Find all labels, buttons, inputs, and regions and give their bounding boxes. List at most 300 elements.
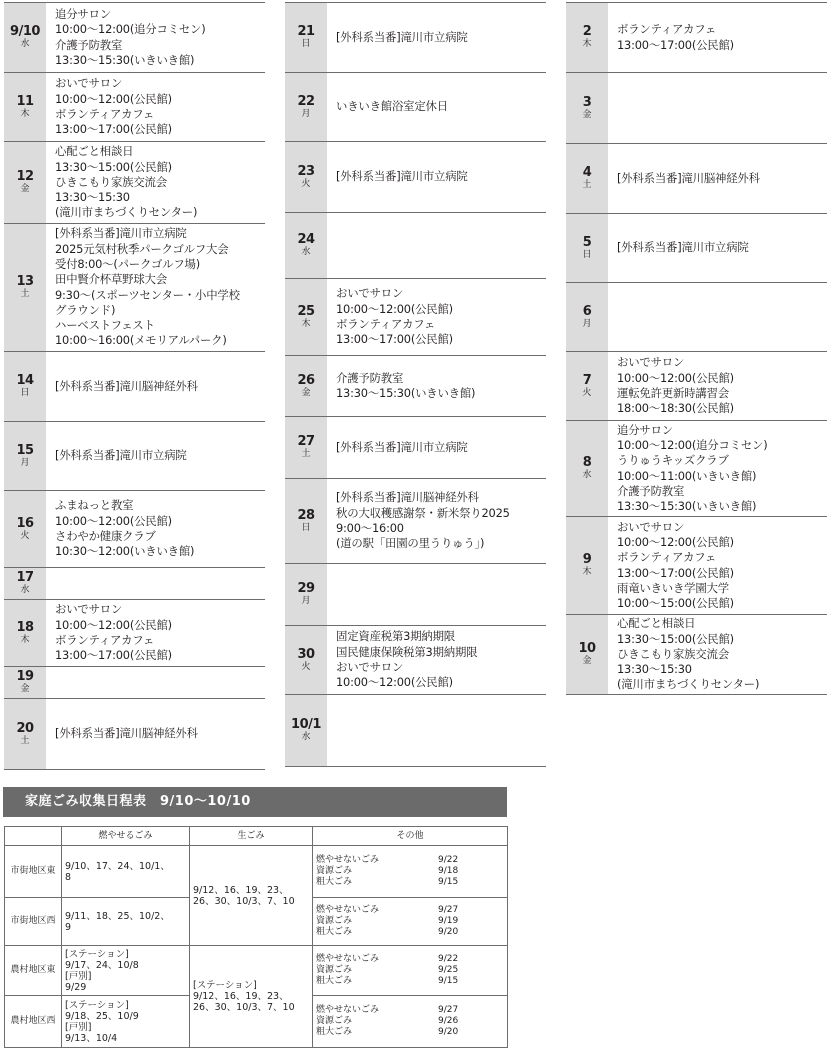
other-garbage-item: [316, 905, 504, 916]
calendar-day-row: [4, 600, 265, 667]
date-cell: [4, 699, 46, 769]
event-list: [46, 667, 265, 698]
other-garbage-item: [316, 976, 504, 987]
calendar-day-row: [4, 142, 265, 224]
garbage-type: 燃やせないごみ: [316, 855, 380, 865]
event-list: [46, 352, 265, 421]
event-line: 10:00～12:00(公民館): [617, 370, 734, 385]
event-line: 13:00～17:00(公民館): [617, 37, 734, 52]
garbage-header-row: [5, 827, 508, 846]
event-line: おいでサロン: [55, 602, 123, 617]
event-line: (滝川市まちづくりセンター): [55, 205, 198, 220]
date-number: 7: [582, 372, 592, 388]
collection-date: 9/22: [438, 954, 459, 964]
event-list: [46, 600, 265, 666]
event-line: おいでサロン: [617, 519, 685, 534]
event-line: [外科系当番]滝川市立病院: [336, 29, 468, 44]
event-line: おいでサロン: [336, 286, 404, 301]
date-cell: [4, 667, 46, 698]
date-cell: [285, 356, 327, 416]
event-line: 10:00～12:00(公民館): [336, 301, 453, 316]
event-list: [327, 213, 546, 278]
collection-date: 9/20: [438, 1027, 459, 1037]
calendar-day-row: [566, 214, 827, 283]
event-line: うりゅうキッズクラブ: [617, 453, 729, 468]
weekday: 土: [582, 180, 592, 190]
event-line: 受付8:00～(パークゴルフ場): [55, 256, 200, 271]
weekday: 木: [20, 108, 30, 119]
header-food-waste: 生ごみ: [190, 827, 313, 846]
event-line: 10:00～12:00(公民館): [617, 534, 734, 549]
other-garbage: [313, 846, 508, 898]
event-line: ハーベストフェスト: [55, 318, 155, 333]
other-garbage-item: [316, 965, 504, 976]
weekday: 水: [20, 39, 30, 49]
burnable-line: [戸別]: [65, 970, 92, 982]
event-line: 13:30～15:30(いきいき館): [336, 386, 476, 400]
event-list: [46, 3, 265, 72]
event-line: ボランティアカフェ: [617, 550, 717, 565]
date-number: 29: [297, 581, 315, 596]
date-number: 22: [297, 93, 315, 109]
event-line: 2025元気村秋季パークゴルフ大会: [55, 241, 229, 256]
event-line: ボランティアカフェ: [336, 317, 436, 331]
date-cell: [566, 517, 608, 614]
event-line: ボランティアカフェ: [617, 22, 717, 37]
calendar-day-row: [566, 517, 827, 615]
food-waste-dates: [190, 946, 313, 1048]
date-number: 25: [297, 303, 315, 319]
date-number: 9: [582, 552, 592, 567]
date-cell: [285, 3, 327, 72]
burnable-dates: [62, 946, 190, 996]
date-number: 9/10: [10, 24, 40, 39]
event-list: [608, 73, 827, 143]
food-waste-line: 9/12、16、19、23、: [193, 991, 289, 1002]
date-number: 20: [16, 720, 34, 736]
event-line: 国民健康保険税第3期納期限: [336, 644, 478, 659]
date-number: 27: [297, 434, 315, 449]
date-cell: [4, 422, 46, 490]
food-waste-line: 9/12、16、19、23、: [193, 884, 289, 896]
calendar-column-1: [4, 2, 265, 770]
garbage-type: 燃やせないごみ: [316, 905, 380, 915]
event-line: 9:30～(スポーツセンター・小中学校: [55, 287, 240, 302]
date-cell: [566, 3, 608, 72]
collection-date: 9/15: [438, 877, 459, 887]
event-line: 雨竜いきいき学園大学: [617, 580, 729, 595]
event-line: 13:30～15:30: [617, 662, 692, 677]
event-line: [外科系当番]滝川市立病院: [336, 439, 468, 454]
calendar-day-row: [4, 491, 265, 568]
garbage-row: [5, 846, 508, 898]
event-line: 介護予防教室: [617, 483, 685, 498]
date-number: 6: [582, 303, 592, 319]
area-name: 農村地区東: [5, 946, 62, 996]
weekday: 木: [301, 318, 311, 329]
other-garbage-item: [316, 855, 504, 866]
calendar-day-row: [4, 422, 265, 491]
date-cell: [4, 600, 46, 666]
event-line: [外科系当番]滝川脳神経外科: [336, 490, 479, 505]
date-number: 14: [16, 373, 34, 388]
food-waste-line: [ステーション]: [193, 980, 257, 991]
event-line: 13:30～15:00(公民館): [55, 159, 172, 174]
area-name: 市街地区西: [5, 898, 62, 946]
date-number: 11: [16, 93, 34, 109]
calendar-day-row: [566, 73, 827, 144]
event-line: 13:00～17:00(公民館): [617, 565, 734, 580]
event-list: [46, 491, 265, 567]
burnable-line: 8: [65, 871, 72, 883]
date-number: 13: [16, 274, 34, 289]
event-line: [外科系当番]滝川脳神経外科: [55, 378, 198, 393]
event-line: 心配ごと相談日: [617, 616, 696, 631]
calendar-day-row: [285, 626, 546, 695]
event-list: [608, 352, 827, 420]
event-list: [608, 615, 827, 694]
collection-date: 9/22: [438, 855, 459, 865]
burnable-dates: [62, 898, 190, 946]
burnable-line: [戸別]: [65, 1021, 92, 1033]
header-area-blank: [5, 827, 62, 846]
date-cell: [4, 73, 46, 141]
other-garbage-item: [316, 1016, 504, 1027]
date-number: 18: [16, 619, 34, 635]
burnable-line: 9/10、17、24、10/1、: [65, 860, 170, 872]
event-list: [327, 356, 546, 416]
weekday: 金: [301, 387, 311, 398]
calendar-day-row: [566, 144, 827, 214]
event-list: [608, 214, 827, 282]
event-line: 18:00～18:30(公民館): [617, 401, 734, 416]
event-line: 13:30～15:00(公民館): [617, 631, 734, 646]
calendar-day-row: [285, 3, 546, 73]
event-line: 田中賢介杯草野球大会: [55, 272, 167, 287]
other-garbage-item: [316, 1005, 504, 1016]
calendar-day-row: [4, 667, 265, 699]
garbage-schedule-title: 家庭ごみ収集日程表 9/10〜10/10: [3, 787, 507, 817]
event-line: 13:00～17:00(公民館): [55, 122, 172, 137]
date-cell: [4, 142, 46, 223]
event-line: 10:30～12:00(いきいき館): [55, 544, 195, 559]
event-list: [327, 564, 546, 625]
weekday: 金: [582, 656, 592, 666]
calendar-day-row: [566, 3, 827, 73]
event-line: 追分サロン: [617, 422, 673, 437]
event-line: [外科系当番]滝川市立病院: [617, 240, 749, 255]
weekday: 水: [582, 470, 592, 480]
date-cell: [566, 615, 608, 694]
event-list: [46, 73, 265, 141]
event-line: 13:30～15:30: [55, 190, 130, 205]
other-garbage-item: [316, 954, 504, 965]
date-number: 10/1: [291, 717, 321, 732]
event-line: ひきこもり家族交流会: [617, 646, 729, 661]
weekday: 土: [301, 449, 311, 459]
date-number: 12: [16, 169, 34, 184]
event-line: 運転免許更新時講習会: [617, 386, 729, 400]
date-cell: [4, 224, 46, 351]
calendar-day-row: [285, 356, 546, 417]
date-number: 21: [297, 24, 315, 39]
event-line: 13:30～15:30(いきいき館): [617, 499, 757, 514]
weekday: 土: [20, 289, 30, 299]
calendar-day-row: [285, 279, 546, 356]
event-line: 10:00～15:00(公民館): [617, 596, 734, 611]
event-line: さわやか健康クラブ: [55, 529, 156, 543]
other-garbage-item: [316, 916, 504, 927]
event-list: [327, 3, 546, 72]
calendar-day-row: [4, 73, 265, 142]
event-list: [608, 144, 827, 213]
garbage-type: 粗大ごみ: [316, 976, 353, 986]
event-list: [327, 142, 546, 212]
event-list: [46, 568, 265, 599]
calendar-day-row: [285, 73, 546, 142]
date-number: 24: [297, 232, 315, 247]
burnable-line: 9: [65, 921, 72, 933]
date-cell: [285, 626, 327, 694]
garbage-type: 燃やせないごみ: [316, 954, 380, 964]
date-cell: [285, 417, 327, 478]
event-line: 介護予防教室: [55, 37, 123, 52]
event-list: [46, 224, 265, 351]
event-list: [46, 699, 265, 769]
collection-date: 9/25: [438, 965, 459, 975]
date-cell: [566, 214, 608, 282]
calendar-day-row: [566, 352, 827, 421]
garbage-type: 資源ごみ: [316, 866, 353, 876]
food-waste-line: 26、30、10/3、7、10: [193, 895, 295, 907]
area-name: 農村地区西: [5, 996, 62, 1048]
date-cell: [285, 213, 327, 278]
event-line: 固定資産税第3期納期限: [336, 629, 455, 644]
weekday: 月: [582, 318, 592, 329]
event-line: [外科系当番]滝川市立病院: [55, 448, 187, 463]
garbage-schedule-table: [4, 826, 508, 1048]
weekday: 月: [301, 596, 311, 606]
event-line: (道の駅「田園の里うりゅう」): [336, 536, 485, 551]
header-burnable: 燃やせるごみ: [62, 827, 190, 846]
calendar-column-3: [566, 2, 827, 695]
event-line: 追分サロン: [55, 6, 111, 21]
event-line: 10:00～12:00(公民館): [336, 675, 453, 690]
event-list: [327, 695, 546, 766]
event-list: [327, 626, 546, 694]
weekday: 火: [301, 661, 311, 672]
event-list: [327, 73, 546, 141]
burnable-line: 9/13、10/4: [65, 1032, 118, 1044]
event-line: 10:00～12:00(公民館): [55, 513, 172, 528]
burnable-line: 9/17、24、10/8: [65, 959, 139, 971]
area-name: 市街地区東: [5, 846, 62, 898]
weekday: 木: [20, 634, 30, 645]
other-garbage: [313, 996, 508, 1048]
date-number: 26: [297, 372, 315, 388]
date-number: 8: [582, 455, 592, 470]
weekday: 月: [20, 457, 30, 468]
collection-date: 9/27: [438, 1005, 459, 1015]
other-garbage-item: [316, 927, 504, 938]
calendar-day-row: [285, 417, 546, 479]
event-line: おいでサロン: [617, 355, 685, 370]
weekday: 火: [20, 530, 30, 541]
event-line: 介護予防教室: [336, 370, 404, 385]
garbage-type: 粗大ごみ: [316, 877, 353, 887]
event-line: ふまねっと教室: [55, 498, 134, 513]
collection-date: 9/27: [438, 905, 459, 915]
collection-date: 9/18: [438, 866, 459, 876]
calendar-day-row: [4, 699, 265, 770]
event-line: [外科系当番]滝川脳神経外科: [617, 170, 760, 185]
garbage-row: [5, 946, 508, 996]
weekday: 火: [301, 178, 311, 189]
date-cell: [285, 142, 327, 212]
weekday: 火: [582, 387, 592, 398]
calendar-day-row: [285, 142, 546, 213]
event-list: [327, 479, 546, 563]
date-cell: [4, 491, 46, 567]
header-other: その他: [313, 827, 508, 846]
burnable-line: 9/11、18、25、10/2、: [65, 910, 170, 922]
calendar-day-row: [566, 615, 827, 695]
event-line: グラウンド): [55, 302, 116, 317]
date-cell: [566, 73, 608, 143]
date-number: 10: [578, 641, 596, 656]
date-number: 3: [582, 94, 592, 110]
date-cell: [285, 279, 327, 355]
event-line: 9:00～16:00: [336, 521, 404, 535]
event-list: [46, 422, 265, 490]
collection-date: 9/19: [438, 916, 459, 926]
event-line: [外科系当番]滝川脳神経外科: [55, 726, 198, 741]
date-number: 4: [582, 165, 592, 180]
date-cell: [566, 144, 608, 213]
date-number: 2: [582, 24, 592, 39]
date-cell: [566, 352, 608, 420]
event-line: [外科系当番]滝川市立病院: [336, 169, 468, 184]
calendar-day-row: [285, 695, 546, 767]
weekday: 水: [301, 732, 311, 742]
event-line: いきいき館浴室定休日: [336, 99, 448, 114]
garbage-type: 粗大ごみ: [316, 927, 353, 937]
weekday: 水: [301, 247, 311, 257]
date-number: 28: [297, 507, 315, 523]
date-cell: [566, 421, 608, 516]
event-list: [327, 417, 546, 478]
event-line: 10:00～12:00(追分コミセン): [617, 437, 768, 452]
event-line: 10:00～12:00(公民館): [55, 617, 172, 632]
event-line: (滝川市まちづくりセンター): [617, 677, 760, 692]
event-line: 10:00～11:00(いきいき館): [617, 468, 757, 483]
date-number: 30: [297, 646, 315, 662]
calendar-day-row: [566, 283, 827, 352]
event-line: 10:00～12:00(追分コミセン): [55, 22, 206, 37]
date-cell: [566, 283, 608, 351]
event-list: [327, 279, 546, 355]
event-line: 13:00～17:00(公民館): [55, 648, 172, 663]
garbage-type: 燃やせないごみ: [316, 1005, 380, 1015]
calendar-day-row: [4, 568, 265, 600]
burnable-line: [ステーション]: [65, 999, 129, 1011]
burnable-dates: [62, 996, 190, 1048]
date-number: 19: [16, 669, 34, 684]
food-waste-line: 26、30、10/3、7、10: [193, 1002, 295, 1013]
event-line: 10:00～12:00(公民館): [55, 91, 172, 106]
event-line: ボランティアカフェ: [55, 107, 155, 121]
garbage-type: 資源ごみ: [316, 965, 353, 975]
date-number: 15: [16, 442, 34, 458]
burnable-line: 9/18、25、10/9: [65, 1010, 139, 1022]
calendar-day-row: [4, 352, 265, 422]
burnable-line: 9/29: [65, 981, 87, 993]
weekday: 金: [20, 184, 30, 194]
event-list: [608, 421, 827, 516]
event-line: 13:00～17:00(公民館): [336, 332, 453, 347]
date-number: 16: [16, 515, 34, 531]
event-line: ボランティアカフェ: [55, 633, 155, 647]
date-cell: [285, 564, 327, 625]
collection-date: 9/15: [438, 976, 459, 986]
other-garbage-item: [316, 866, 504, 877]
event-line: ひきこもり家族交流会: [55, 174, 167, 189]
burnable-line: [ステーション]: [65, 948, 129, 960]
collection-date: 9/26: [438, 1016, 459, 1026]
weekday: 月: [301, 108, 311, 119]
weekday: 日: [582, 249, 592, 260]
weekday: 土: [20, 735, 30, 746]
weekday: 日: [20, 388, 30, 398]
weekday: 水: [20, 585, 30, 595]
date-number: 17: [16, 570, 34, 585]
weekday: 金: [582, 109, 592, 120]
weekday: 木: [582, 567, 592, 577]
calendar-day-row: [285, 479, 546, 564]
event-line: 心配ごと相談日: [55, 144, 134, 159]
event-line: [外科系当番]滝川市立病院: [55, 226, 187, 241]
food-waste-dates: [190, 846, 313, 946]
other-garbage: [313, 946, 508, 996]
date-cell: [4, 352, 46, 421]
date-cell: [4, 3, 46, 72]
weekday: 日: [301, 39, 311, 49]
other-garbage-item: [316, 1027, 504, 1038]
calendar-column-2: [285, 2, 546, 767]
garbage-type: 粗大ごみ: [316, 1027, 353, 1037]
calendar-day-row: [566, 421, 827, 517]
date-number: 23: [297, 163, 315, 179]
date-cell: [285, 73, 327, 141]
calendar-day-row: [285, 564, 546, 626]
event-list: [46, 142, 265, 223]
event-line: 13:30～15:30(いきいき館): [55, 52, 195, 67]
garbage-type: 資源ごみ: [316, 916, 353, 926]
calendar-day-row: [4, 224, 265, 352]
calendar-day-row: [4, 3, 265, 73]
event-list: [608, 3, 827, 72]
date-cell: [285, 479, 327, 563]
date-cell: [285, 695, 327, 766]
other-garbage-item: [316, 877, 504, 888]
date-cell: [4, 568, 46, 599]
garbage-type: 資源ごみ: [316, 1016, 353, 1026]
weekday: 木: [582, 39, 592, 49]
weekday: 金: [20, 684, 30, 694]
weekday: 日: [301, 522, 311, 533]
event-line: おいでサロン: [55, 76, 123, 91]
other-garbage: [313, 898, 508, 946]
